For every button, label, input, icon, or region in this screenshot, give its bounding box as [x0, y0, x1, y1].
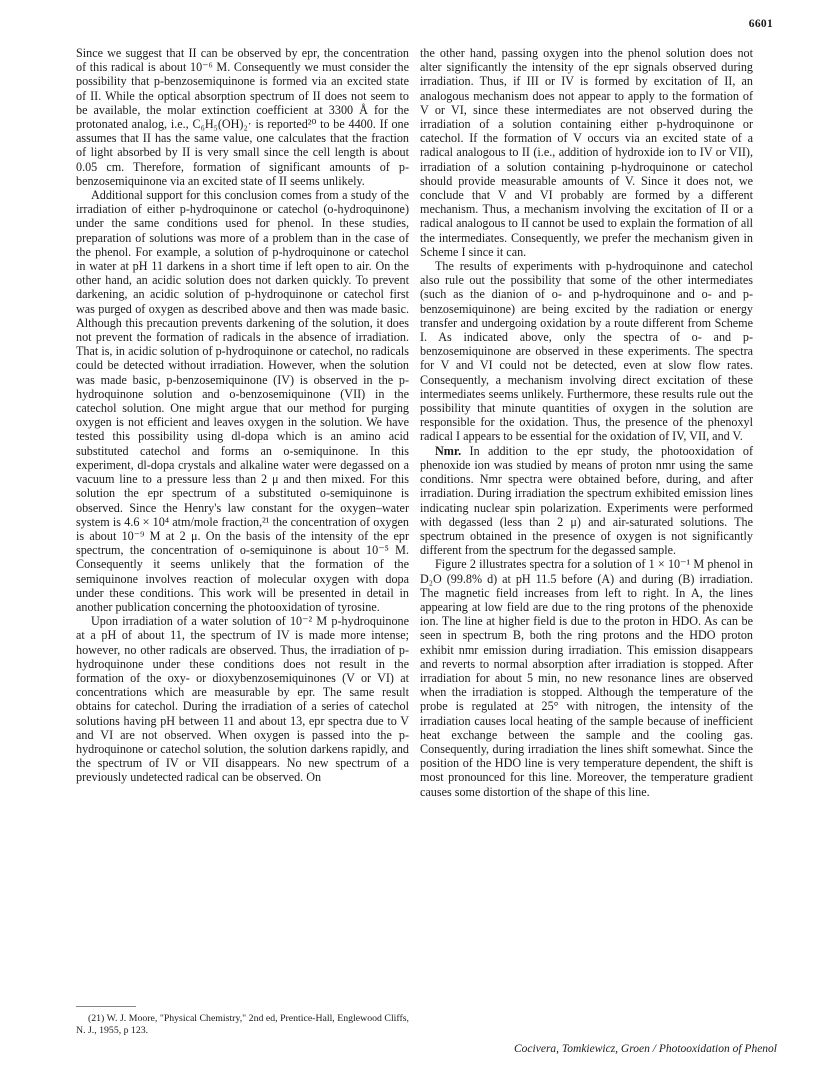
- paragraph: [420, 259, 753, 444]
- paragraph: [420, 557, 753, 798]
- paragraph: [76, 188, 409, 614]
- paragraph: [420, 444, 753, 558]
- running-footer: Cocivera, Tomkiewicz, Groen / Photooxidation of Phenol: [514, 1043, 777, 1055]
- page-number: 6601: [748, 18, 773, 30]
- footnote-21: (21) W. J. Moore, "Physical Chemistry," 2nd ed, Prentice-Hall, Englewood Cliffs, N. J., 1955, p 123.: [76, 1013, 409, 1036]
- right-text-column: [420, 46, 753, 799]
- paragraph-text: Since we suggest that II can be observed by epr, the concentration of this radical is about 10⁻⁶ M. Consequently we must consider the possibility that p-benzosemiquinone is formed via an excited state of II. While the optical absorption spectrum of II does not seem to be available, the molar extinction coefficient at 3300 Å for the protonated analog, i.e., C₆H₅(OH)₂· is reported²⁰ to be 4400. If one assumes that II has the same value, one calculates that the fraction of light absorbed by II is very small since the cell length is about 0.05 cm. Therefore, formation of significant amounts of p-benzosemiquinone via an excited state of II seems unlikely.: [76, 46, 409, 188]
- paragraph-text: Figure 2 illustrates spectra for a solution of 1 × 10⁻¹ M phenol in D₂O (99.8% d) at pH 11.5 before (A) and during (B) irradiation. The magnetic field increases from left to right. In A, the lines appearing at low field are due to the ring protons of the phenoxide ion. The line at higher field is due to the proton in HDO. As can be seen in spectrum B, both the ring protons and the HDO proton exhibit nmr emission during irradiation. This emission disappears and reverts to normal absorption after irradiation is stopped. After irradiation for about 5 min, no new resonance lines are observed when the irradiation is stopped. Although the temperature of the probe is regulated at 25° with nitrogen, the intensity of the irradiation causes local heating of the sample because of inefficient heat exchange between the sample and the cooling gas. Consequently, during irradiation the lines shift somewhat. Since the position of the HDO line is very temperature dependent, the shift is most pronounced for this line. Moreover, the temperature gradient causes some distortion of the shape of this line.: [420, 557, 753, 799]
- paragraph-text: Additional support for this conclusion comes from a study of the irradiation of either p-hydroquinone or catechol (o-hydroquinone) under the same conditions used for phenol. In these studies, preparation of solutions was more of a problem than in the case of the phenol. For example, a solution of p-hydroquinone or catechol in water at pH 11 darkens in a short time if left open to air. On the other hand, an acidic solution does not darken quickly. To prevent darkening, an acidic solution of p-hydroquinone or catechol first was purged of oxygen as described above and then was made basic. Although this precaution prevents darkening of the solution, it does not prevent the formation of radicals in the absence of irradiation. That is, in acidic solution of p-hydroquinone or catechol, no radicals could be detected without irradiation. However, when the solution was made basic, p-benzosemiquinone (IV) is observed in the p-hydroquinone solution and o-benzosemiquinone (VII) in the catechol solution. One might argue that our method for purging oxygen is not efficient and leaves oxygen in the solution. We have tested this possibility using dl-dopa which is an amino acid substituted catechol and forms an o-semiquinone. In this experiment, dl-dopa crystals and alkaline water were degassed on a vacuum line to a pressure less than 2 μ and then mixed. For this solution the epr spectrum of a substituted o-semiquinone is observed. Since the Henry's law constant for the oxygen–water system is 4.6 × 10⁴ atm/mole fraction,²¹ the concentration of oxygen is about 10⁻⁹ M at 2 μ. On the basis of the intensity of the epr spectrum, the concentration of o-semiquinone is about 10⁻⁵ M. Consequently it seems unlikely that the formation of the semiquinone involves reaction of molecular oxygen with dopa under these conditions. This work will be presented in detail in another publication concerning the photooxidation of tyrosine.: [76, 188, 409, 614]
- paragraph-text: the other hand, passing oxygen into the phenol solution does not alter significantly the intensity of the epr signals observed during irradiation. Thus, if III or IV is formed by excitation of II, an analogous mechanism does not appear to apply to the formation of V or VI, since these intermediates are not observed during the irradiation of a solution containing either p-hydroquinone or catechol. If the formation of V occurs via an excited state of a radical analogous to II (i.e., addition of hydroxide ion to IV or VII), irradiation of a solution containing p-hydroquinone or catechol should provide measurable amounts of V. Since it does not, we conclude that V and VI probably are formed by a different mechanism. Thus, a mechanism involving the excitation of II or a radical analogous to II cannot be used to explain the formation of all the intermediates. Consequently, we prefer the mechanism given in Scheme I since it can.: [420, 46, 753, 259]
- paragraph: [76, 46, 409, 188]
- section-heading: Nmr.: [435, 443, 462, 458]
- left-text-column: [76, 46, 409, 785]
- footnote: [76, 1013, 409, 1036]
- paragraph-text: In addition to the epr study, the photooxidation of phenoxide ion was studied by means of proton nmr using the same conditions. Nmr spectra were obtained before, during, and after irradiation. During irradiation the spectrum exhibited emission lines indicating nuclear spin polarization. Experiments were performed with degassed (less than 2 μ) and air-saturated solutions. The spectrum obtained in the presence of oxygen is not significantly different from the spectrum for the degassed sample.: [420, 443, 753, 558]
- footnote-rule: [76, 1006, 136, 1007]
- paragraph: [420, 46, 753, 259]
- paragraph: [76, 614, 409, 784]
- paragraph-text: The results of experiments with p-hydroquinone and catechol also rule out the possibility that some of the other intermediates (such as the dianion of o- and p-hydroquinone and o- and p-benzosemiquinone) are being excited by the radiation or energy transfer and undergoing oxidation by a route different from Scheme I. As indicated above, only the spectra of o- and p-benzosemiquinone are observed in these experiments. The spectra for V and VI could not be detected, even at slow flow rates. Consequently, a mechanism involving direct excitation of these intermediates seems unlikely. Furthermore, these results rule out the possibility that minute quantities of oxygen in the solution are responsible for the oxidation. Thus, the presence of the phenoxyl radical I appears to be essential for the oxidation of IV, VII, and V.: [420, 259, 753, 444]
- paragraph-text: Upon irradiation of a water solution of 10⁻² M p-hydroquinone at a pH of about 11, the spectrum of IV is made more intense; however, no other radicals are observed. Thus, the irradiation of p-hydroquinone under these conditions does not result in the formation of the oxy- or dioxybenzosemiquinones (V or VI) at concentrations which are measurable by epr. The same result obtains for catechol. During the irradiation of a series of catechol solutions having pH between 11 and about 13, epr spectra due to V and VI are not observed. When oxygen is passed into the p-hydroquinone or catechol solution, the solution darkens rapidly, and the spectrum of IV or VII disappears. No new spectrum of a previously undetected radical can be observed. On: [76, 614, 409, 785]
